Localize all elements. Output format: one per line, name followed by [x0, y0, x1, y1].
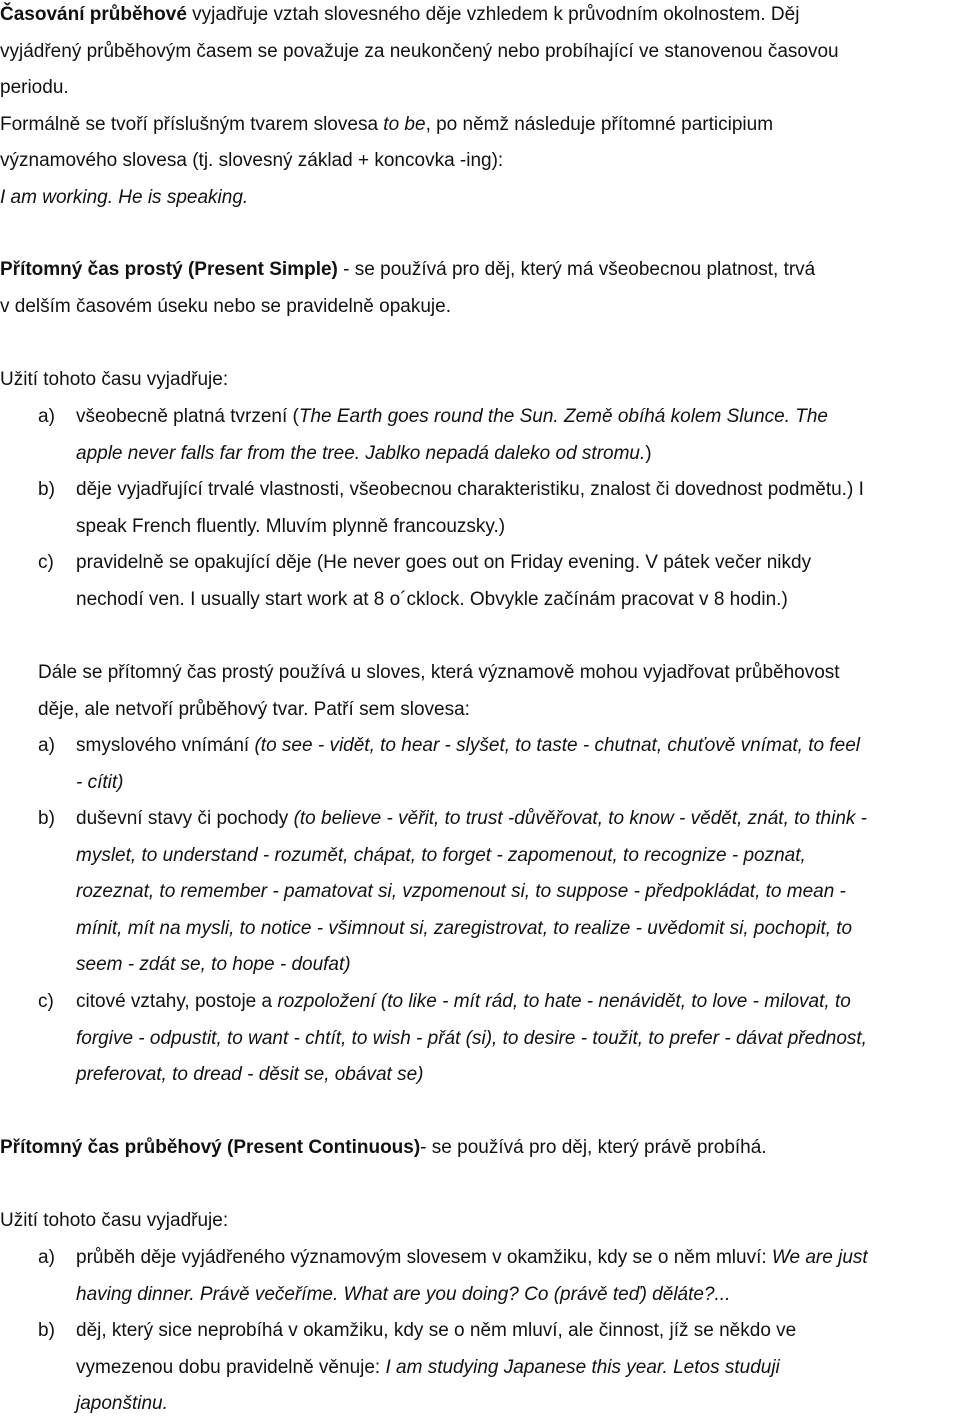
- present-simple-heading-line2: v delším časovém úseku nebo se pravidelně opakuje.: [0, 295, 451, 317]
- further-item-b-examples-3: rozeznat, to remember - pamatovat si, vzpomenout si, to suppose - předpokládat, to mean -: [76, 881, 846, 902]
- further-item-a-examples: (to see - vidět, to hear - slyšet, to taste - chutnat, chuťově vnímat, to feel: [254, 735, 860, 756]
- further-item-b-examples: (to believe - věřit, to trust -důvěřovat, to know - vědět, znát, to think -: [293, 808, 867, 829]
- list-label: b): [38, 479, 55, 500]
- continuous-item-b-line1: děj, který sice neprobíhá v okamžiku, kdy se o něm mluví, ale činnost, jíž se někdo ve: [76, 1320, 797, 1341]
- intro-line-4b: , po němž následuje přítomné participium: [425, 113, 774, 135]
- present-simple-heading-rest: - se používá pro děj, který má všeobecnou platnost, trvá: [337, 259, 816, 280]
- further-item-c-examples: rozpoložení (to like - mít rád, to hate - nenávidět, to love - milovat, to: [277, 991, 851, 1012]
- further-item-c-examples-3: preferovat, to dread - děsit se, obávat se): [76, 1064, 424, 1085]
- intro-line-4-italic: to be: [383, 113, 426, 135]
- intro-line-2: vyjádřený průběhovým časem se považuje za neukončený nebo probíhající ve stanovenou časovou: [0, 40, 839, 62]
- further-line1: Dále se přítomný čas prostý používá u sloves, která významově mohou vyjadřovat průběhovost: [38, 662, 840, 683]
- continuous-item-a-text: průběh děje vyjádřeného významovým slovesem v okamžiku, kdy se o něm mluví:: [76, 1247, 772, 1268]
- list-label: a): [38, 1247, 55, 1268]
- continuous-usage-label: Užití tohoto času vyjadřuje:: [0, 1210, 229, 1231]
- present-continuous-heading: Přítomný čas průběhový (Present Continuous): [0, 1137, 421, 1158]
- further-item-a-examples-2: - cítit): [76, 771, 124, 793]
- further-item-a-text: smyslového vnímání: [76, 735, 255, 756]
- list-label: b): [38, 1320, 55, 1341]
- intro-line-4a: Formálně se tvoří příslušným tvarem slovesa: [0, 113, 384, 135]
- simple-item-c-line2: nechodí ven. I usually start work at 8 o´cklock. Obvykle začínám pracovat v 8 hodin.): [76, 588, 788, 610]
- continuous-item-b-example-2: japonštinu.: [76, 1393, 168, 1414]
- present-continuous-section: [0, 1130, 767, 1167]
- simple-item-a-text: všeobecně platná tvrzení (: [76, 406, 299, 427]
- simple-item-b-line1: děje vyjadřující trvalé vlastnosti, všeobecnou charakteristiku, znalost či dovednost podmětu.) I: [76, 479, 864, 500]
- simple-item-c-line1: pravidelně se opakující děje (He never goes out on Friday evening. V pátek večer nikdy: [76, 552, 812, 573]
- present-simple-heading: Přítomný čas prostý (Present Simple): [0, 259, 338, 280]
- list-label: a): [38, 735, 55, 756]
- intro-line-5: významového slovesa (tj. slovesný základ + koncovka -ing):: [0, 150, 504, 171]
- simple-item-a-example-2: apple never falls far from the tree. Jablko nepadá daleko od stromu.: [76, 442, 646, 464]
- further-item-c-text: citové vztahy, postoje a: [76, 991, 278, 1012]
- present-continuous-heading-rest: - se používá pro děj, který právě probíhá.: [420, 1137, 767, 1158]
- continuous-item-a-example-2: having dinner. Právě večeříme. What are you doing? Co (právě teď) děláte?...: [76, 1283, 731, 1305]
- further-item-b-examples-2: myslet, to understand - rozumět, chápat, to forget - zapomenout, to recognize - poznat,: [76, 844, 806, 866]
- intro-title: Časování průběhové: [0, 4, 187, 25]
- intro-paragraph: [0, 0, 839, 216]
- simple-item-a-close: ): [645, 442, 652, 464]
- continuous-item-b-example: I am studying Japanese this year. Letos studuji: [385, 1356, 780, 1378]
- simple-item-a-example: The Earth goes round the Sun. Země obíhá kolem Slunce. The: [298, 406, 829, 427]
- continuous-item-a-example: We are just: [771, 1247, 868, 1268]
- list-label: b): [38, 808, 55, 829]
- further-item-b-examples-5: seem - zdát se, to hope - doufat): [76, 954, 351, 975]
- list-label: c): [38, 991, 54, 1012]
- further-item-b-examples-4: mínit, mít na mysli, to notice - všimnout si, zaregistrovat, to realize - uvědomit si, pochopit, to: [76, 917, 853, 939]
- simple-usage-label: Užití tohoto času vyjadřuje:: [0, 369, 229, 390]
- further-paragraph: [38, 655, 840, 728]
- further-item-c-examples-2: forgive - odpustit, to want - chtít, to wish - přát (si), to desire - toužit, to prefer - dávat přednost,: [76, 1027, 867, 1049]
- further-line2: děje, ale netvoří průběhový tvar. Patří sem slovesa:: [38, 698, 470, 720]
- intro-line-6: I am working. He is speaking.: [0, 186, 249, 208]
- list-label: a): [38, 406, 55, 427]
- present-simple-section: [0, 252, 815, 325]
- intro-line-3: periodu.: [0, 77, 69, 98]
- further-item-b-text: duševní stavy či pochody: [76, 808, 294, 829]
- intro-line-1: vyjadřuje vztah slovesného děje vzhledem k průvodním okolnostem. Děj: [186, 4, 800, 25]
- list-label: c): [38, 552, 54, 573]
- simple-item-b-line2: speak French fluently. Mluvím plynně francouzsky.): [76, 515, 506, 537]
- continuous-item-b-line2: vymezenou dobu pravidelně věnuje:: [76, 1356, 386, 1378]
